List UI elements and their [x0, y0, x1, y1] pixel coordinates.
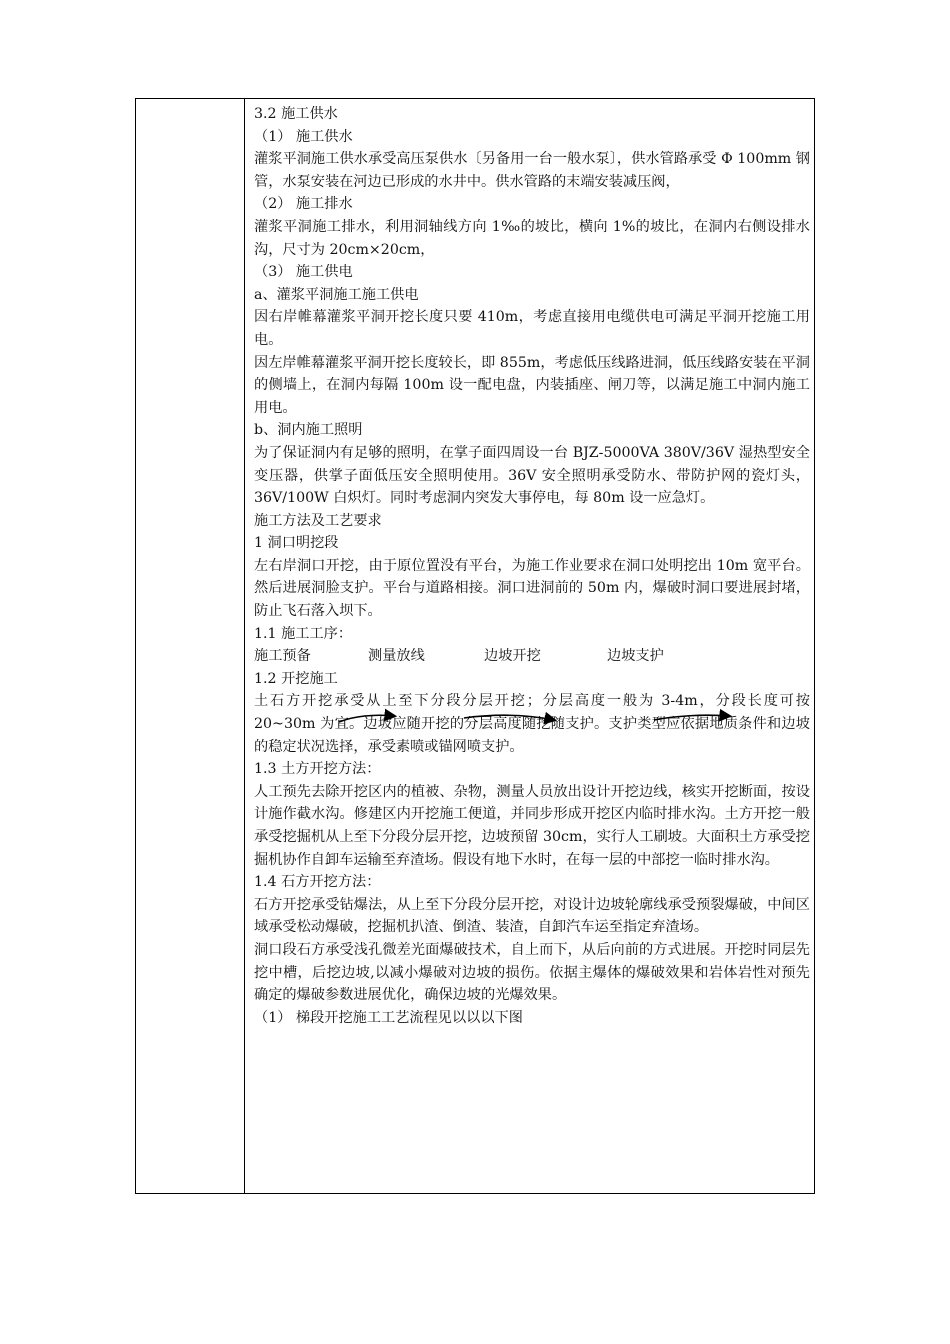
subsection-heading: （2） 施工排水 — [254, 196, 353, 213]
paragraph: 为了保证洞内有足够的照明，在掌子面四周设一台 BJZ-5000VA 380V/36V 湿热型安全变压器，供掌子面低压安全照明使用。36V 安全照明承受防水、带防护网的瓷灯头，36V/100W 白炽灯。同时考虑洞内突发大事停电，每 80m 设一应急灯。 — [254, 444, 810, 507]
item-heading: a、灌浆平洞施工施工供电 — [254, 286, 419, 303]
flow-arrows — [254, 690, 810, 750]
process-step: 测量放线 — [368, 648, 425, 665]
process-step: 施工预备 — [254, 648, 311, 665]
paragraph: 因左岸帷幕灌浆平洞开挖长度较长，即 855m，考虑低压线路进洞，低压线路安装在平洞的侧墙上，在洞内每隔 100m 设一配电盘，内装插座、闸刀等，以满足施工中洞内施工用电。 — [254, 354, 810, 416]
subsection-heading: 1.2 开挖施工 — [254, 670, 338, 687]
paragraph: 石方开挖承受钻爆法，从上至下分段分层开挖，对设计边坡轮廓线承受预裂爆破，中间区域承受松动爆破，挖掘机扒渣、倒渣、装渣，自卸汽车运至指定弃渣场。 — [254, 896, 810, 936]
process-flow — [254, 645, 810, 668]
subsection-heading: 1.1 施工工序： — [254, 625, 353, 642]
paragraph: 人工预先去除开挖区内的植被、杂物，测量人员放出设计开挖边线，核实开挖断面，按设计施作截水沟。修建区内开挖施工便道，并同步形成开挖区内临时排水沟。土方开挖一般承受挖掘机从上至下分段分层开挖，边坡预留 30cm，实行人工刷坡。大面积土方承受挖掘机协作自卸车运输至弃渣场。假设有地下水时，在每一层的中部挖一临时排水沟。 — [254, 783, 810, 868]
section-heading: 施工方法及工艺要求 — [254, 512, 382, 529]
table-content-cell — [254, 103, 810, 1029]
paragraph: 因右岸帷幕灌浆平洞开挖长度只要 410m，考虑直接用电缆供电可满足平洞开挖施工用电。 — [254, 309, 810, 348]
subsection-heading: （3） 施工供电 — [254, 264, 353, 281]
subsection-heading: 1.3 土方开挖方法： — [254, 761, 381, 778]
item-heading: b、洞内施工照明 — [254, 422, 363, 439]
process-step: 边坡支护 — [607, 648, 664, 665]
paragraph: 灌浆平洞施工排水，利用洞轴线方向 1‰的坡比，横向 1%的坡比，在洞内右侧设排水沟，尺寸为 20cm×20cm， — [254, 218, 810, 258]
paragraph-with-arrows — [254, 690, 810, 758]
paragraph: 灌浆平洞施工供水承受高压泵供水〔另备用一台一般水泵〕，供水管路承受 Φ 100mm 钢管，水泵安装在河边已形成的水井中。供水管路的末端安装减压阀， — [254, 151, 810, 190]
subsection-heading: 1.4 石方开挖方法： — [254, 874, 381, 891]
process-step: 边坡开挖 — [484, 648, 541, 665]
subsection-heading: 1 洞口明挖段 — [254, 535, 339, 552]
paragraph: 土石方开挖承受从上至下分段分层开挖；分层高度一般为 3-4m，分段长度可按 20~30m 为宜。边坡应随开挖的分层高度随挖随支护。支护类型应依据地质条件和边坡的稳定状况选择，承受素喷或锚网喷支护。 — [254, 693, 810, 755]
document-table — [135, 98, 815, 1194]
section-heading: 3.2 施工供水 — [254, 106, 338, 122]
flow-arrow-2 — [464, 716, 554, 721]
table-left-column — [136, 99, 245, 1193]
flow-arrow-3 — [654, 716, 729, 721]
paragraph: 左右岸洞口开挖，由于原位置没有平台，为施工作业要求在洞口处明挖出 10m 宽平台。然后进展洞脸支护。平台与道路相接。洞口进洞前的 50m 内，爆破时洞口要进展封堵，防止飞石落入坝下。 — [254, 557, 810, 620]
paragraph: 洞口段石方承受浅孔微差光面爆破技术，自上而下，从后向前的方式进展。开挖时同层先挖中槽，后挖边坡,以减小爆破对边坡的损伤。依据主爆体的爆破效果和岩体岩性对预先确定的爆破参数进展优化，确保边坡的光爆效果。 — [254, 941, 810, 1004]
flow-arrow-1 — [339, 716, 394, 723]
flow-note: （1） 梯段开挖施工工艺流程见以以以下图 — [254, 1009, 523, 1026]
subsection-heading: （1） 施工供水 — [254, 128, 353, 145]
